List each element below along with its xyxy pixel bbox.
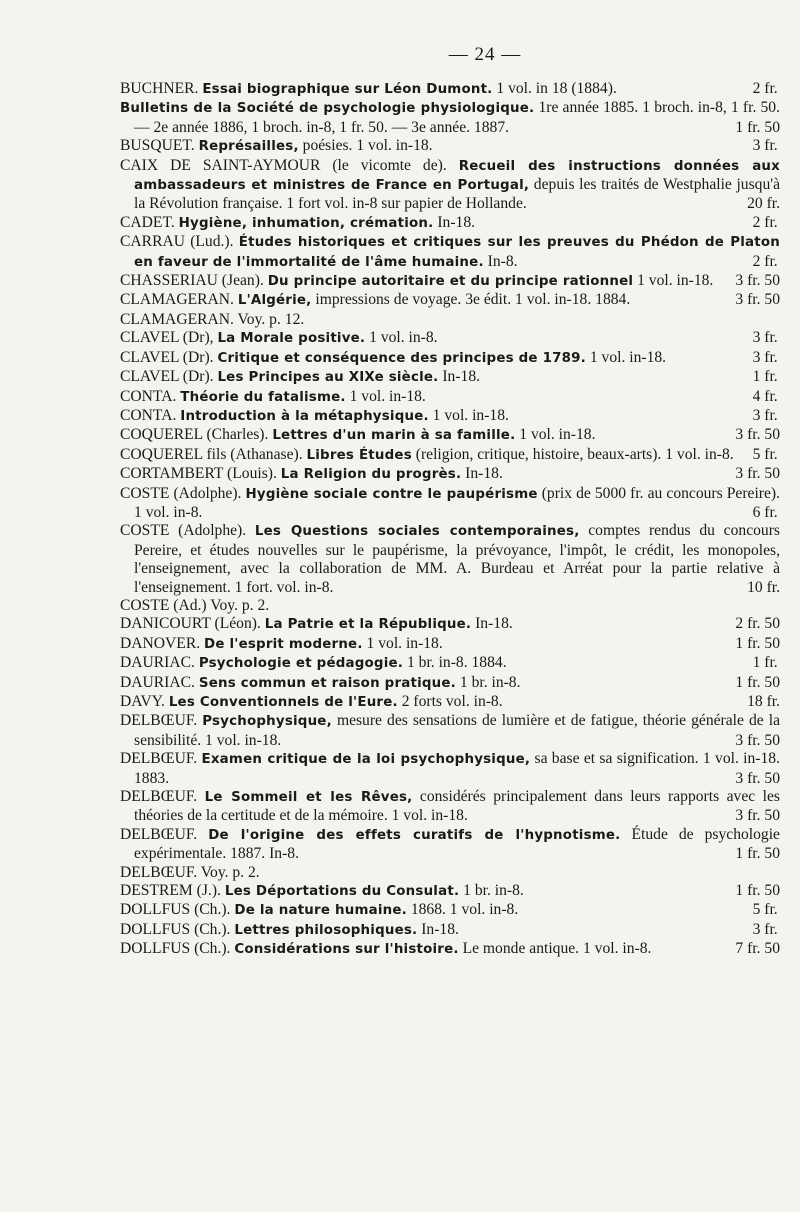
catalog-entry	[120, 446, 780, 465]
entry-details: Voy. p. 12.	[233, 310, 305, 328]
catalog-entry	[120, 882, 780, 901]
entry-title: Théorie du fatalisme.	[180, 389, 346, 405]
entry-price: 1 fr. 50	[735, 882, 780, 900]
entry-title: Examen critique de la loi psychophysique,	[201, 752, 531, 768]
entry-author: DOLLFUS (Ch.).	[120, 901, 231, 919]
entry-details: 1 vol. in-18.	[515, 426, 596, 444]
entry-price: 3 fr.	[752, 406, 778, 424]
entry-author: BUSQUET.	[120, 137, 195, 155]
entry-price: 5 fr.	[752, 445, 778, 463]
entry-title: Les Déportations du Consulat.	[224, 884, 460, 900]
entry-title: Essai biographique sur Léon Dumont.	[202, 82, 493, 97]
entry-details: 1 vol. in-18.	[585, 348, 667, 366]
entry-author: CADET.	[120, 213, 175, 231]
entry-title: Critique et conséquence des principes de 1789.	[217, 350, 586, 366]
catalog-entry	[120, 214, 780, 233]
entry-details: (religion, critique, histoire, beaux-arts). 1 vol. in-8.	[411, 445, 734, 463]
entry-details: Voy. p. 2.	[206, 596, 270, 614]
entry-details: 1 vol. in-18.	[633, 272, 714, 290]
entry-author: BUCHNER.	[120, 80, 199, 97]
entry-title: Hygiène, inhumation, crémation.	[178, 215, 434, 231]
entry-price: 3 fr.	[752, 348, 778, 366]
entry-title: Recueil des instructions données aux ambassadeurs et ministres de France en Portugal,	[134, 158, 780, 194]
entry-details: In-18.	[471, 615, 513, 633]
catalog-entry	[120, 311, 780, 329]
entry-details: sa base et sa signification. 1 vol. in-18. 1883.	[134, 750, 780, 787]
entry-price: 7 fr. 50	[735, 940, 780, 958]
entry-details: In-18.	[438, 368, 481, 386]
entry-details: 1 vol. in-18.	[345, 387, 426, 405]
entry-author: COQUEREL (Charles).	[120, 426, 269, 444]
catalog-entry	[120, 368, 780, 387]
entry-author: DELBŒUF.	[120, 750, 198, 768]
catalog-entry	[120, 137, 780, 156]
entry-price: 1 fr.	[752, 654, 778, 672]
entry-title: Psychophysique,	[202, 714, 332, 730]
entry-title: Libres Études	[306, 447, 412, 463]
entry-author: CONTA.	[120, 387, 177, 405]
entry-details: considérés principalement dans leurs rapports avec les théories de la certitude et de la mémoire. 1 vol. in-18.	[134, 788, 780, 825]
entry-details: 2 forts vol. in-8.	[397, 693, 503, 710]
catalog-entry	[120, 635, 780, 654]
entry-details: impressions de voyage. 3e édit. 1 vol. in-18. 1884.	[311, 291, 631, 309]
entry-author: DELBŒUF.	[120, 825, 198, 843]
entry-author: CAIX DE SAINT-AYMOUR (le vicomte de).	[120, 156, 447, 174]
catalog-entry	[120, 465, 780, 484]
entry-price: 4 fr.	[752, 387, 778, 405]
entry-price: 1 fr. 50	[735, 845, 780, 863]
entry-title: La Morale positive.	[217, 331, 366, 347]
page-number: — 24 —	[448, 44, 522, 65]
entry-price: 1 fr.	[752, 368, 778, 386]
entry-price: 1 fr. 50	[735, 673, 780, 691]
entry-price: 3 fr. 50	[735, 769, 780, 787]
entry-price: 3 fr.	[752, 920, 778, 938]
entry-details: 1 vol. in 18 (1884).	[492, 80, 617, 97]
catalog-entry	[120, 157, 780, 214]
entry-details: 1 vol. in-18.	[362, 634, 443, 652]
entry-author: DELBŒUF.	[120, 863, 198, 881]
entry-price: 2 fr.	[752, 80, 778, 97]
catalog-entries	[120, 80, 780, 960]
catalog-entry	[120, 349, 780, 368]
entry-price: 2 fr.	[752, 252, 778, 270]
entry-author: DELBŒUF.	[120, 788, 198, 806]
entry-details: comptes rendus du concours Pereire, et études nouvelles sur le paupérisme, la prévoyance, l'impôt, le crédit, les monopoles, l'enseignement, avec la collaboration de MM. A. Burdeau et Arréat pour la partie relative à l'enseignement. 1 fort. vol. in-8.	[134, 522, 780, 596]
entry-title: Lettres d'un marin à sa famille.	[272, 428, 516, 444]
entry-title: Études historiques et critiques sur les preuves du Phédon de Platon en faveur de l'immortalité de l'âme humaine.	[134, 235, 781, 270]
catalog-entry	[120, 901, 780, 920]
catalog-entry	[120, 99, 780, 137]
entry-price: 2 fr.	[752, 213, 778, 231]
catalog-entry	[120, 272, 780, 291]
entry-author: DESTREM (J.).	[120, 882, 221, 900]
entry-title: Les Questions sociales contemporaines,	[254, 524, 580, 540]
entry-details: 1868. 1 vol. in-8.	[406, 901, 519, 919]
catalog-entry	[120, 712, 780, 750]
entry-author: CLAMAGERAN.	[120, 291, 234, 309]
entry-price: 3 fr. 50	[735, 731, 780, 749]
entry-author: DANICOURT (Léon).	[120, 615, 261, 633]
entry-details: depuis les traités de Westphalie jusqu'à la Révolution française. 1 fort vol. in-8 sur papier de Hollande.	[134, 176, 780, 213]
entry-author: CONTA.	[120, 406, 177, 424]
catalog-entry	[120, 654, 780, 673]
entry-author: COSTE (Ad.)	[120, 596, 207, 614]
catalog-entry	[120, 426, 780, 445]
catalog-entry	[120, 921, 780, 940]
catalog-entry	[120, 674, 780, 693]
entry-author: DAURIAC.	[120, 673, 195, 691]
catalog-entry	[120, 329, 780, 348]
entry-author: DOLLFUS (Ch.).	[120, 940, 231, 958]
entry-title: Bulletins de la Société de psychologie physiologique.	[120, 101, 535, 117]
entry-author: DAVY.	[120, 693, 165, 710]
entry-author: COSTE (Adolphe).	[120, 484, 242, 502]
entry-title: L'Algérie,	[237, 293, 312, 309]
catalog-entry	[120, 693, 780, 712]
entry-author: CLAVEL (Dr),	[120, 329, 214, 347]
entry-details: 1 vol. in-18.	[428, 406, 509, 424]
entry-price: 3 fr. 50	[735, 291, 780, 309]
entry-title: Les Conventionnels de l'Eure.	[168, 695, 398, 710]
catalog-entry	[120, 864, 780, 882]
catalog-entry	[120, 522, 780, 597]
entry-details: poésies. 1 vol. in-18.	[298, 137, 433, 155]
entry-title: De l'esprit moderne.	[204, 636, 363, 652]
catalog-entry	[120, 788, 780, 826]
catalog-entry	[120, 291, 780, 310]
entry-author: CLAVEL (Dr).	[120, 348, 214, 366]
entry-author: DELBŒUF.	[120, 712, 198, 730]
entry-price: 3 fr.	[752, 137, 778, 155]
entry-author: CHASSERIAU (Jean).	[120, 272, 264, 290]
entry-price: 2 fr. 50	[735, 615, 780, 633]
catalog-entry	[120, 80, 780, 99]
entry-author: CLAMAGERAN.	[120, 310, 234, 328]
entry-details: mesure des sensations de lumière et de fatigue, théorie générale de la sensibilité. 1 vol. in-18.	[134, 712, 781, 749]
entry-details: Le monde antique. 1 vol. in-8.	[458, 940, 652, 958]
catalog-entry	[120, 407, 780, 426]
entry-title: De l'origine des effets curatifs de l'hypnotisme.	[208, 827, 621, 843]
entry-details: 1 br. in-8. 1884.	[403, 654, 507, 672]
entry-title: La Patrie et la République.	[264, 617, 472, 633]
entry-details: 1 vol. in-8.	[365, 329, 438, 347]
catalog-entry	[120, 940, 780, 959]
catalog-entry	[120, 597, 780, 615]
entry-author: CARRAU (Lud.).	[120, 233, 234, 251]
entry-price: 20 fr.	[747, 195, 780, 213]
catalog-entry	[120, 388, 780, 407]
entry-title: Les Principes au XIXe siècle.	[217, 370, 439, 386]
entry-price: 10 fr.	[747, 578, 780, 596]
entry-author: CORTAMBERT (Louis).	[120, 465, 277, 483]
entry-details: 1 br. in-8.	[455, 673, 521, 691]
entry-title: Sens commun et raison pratique.	[198, 675, 456, 691]
entry-author: DOLLFUS (Ch.).	[120, 920, 231, 938]
entry-details: In-18.	[461, 465, 503, 483]
entry-price: 1 fr. 50	[735, 634, 780, 652]
catalog-entry	[120, 233, 780, 272]
entry-title: Le Sommeil et les Rêves,	[204, 790, 413, 806]
entry-title: Lettres philosophiques.	[234, 922, 418, 938]
entry-title: De la nature humaine.	[234, 903, 407, 919]
entry-details: In-8.	[483, 252, 518, 270]
entry-price: 5 fr.	[752, 901, 778, 919]
entry-price: 3 fr. 50	[735, 465, 780, 483]
entry-price: 6 fr.	[752, 503, 778, 521]
entry-price: 3 fr. 50	[735, 807, 780, 825]
entry-author: DAURIAC.	[120, 654, 195, 672]
entry-details: (prix de 5000 fr. au concours Pereire). 1 vol. in-8.	[134, 484, 780, 521]
entry-title: La Religion du progrès.	[280, 467, 462, 483]
entry-author: COQUEREL fils (Athanase).	[120, 445, 303, 463]
catalog-entry	[120, 826, 780, 864]
entry-details: Voy. p. 2.	[197, 863, 260, 881]
entry-details: 1re année 1885. 1 broch. in-8, 1 fr. 50. — 2e année 1886, 1 broch. in-8, 1 fr. 50. — 3e année. 1887.	[134, 99, 780, 136]
entry-author: COSTE (Adolphe).	[120, 522, 247, 540]
entry-title: Introduction à la métaphysique.	[180, 408, 429, 424]
entry-price: 3 fr. 50	[735, 272, 780, 290]
entry-details: Étude de psychologie expérimentale. 1887. In-8.	[134, 825, 780, 863]
entry-title: Hygiène sociale contre le paupérisme	[245, 486, 538, 502]
catalog-entry	[120, 615, 780, 634]
catalog-entry	[120, 485, 780, 523]
entry-author: CLAVEL (Dr).	[120, 368, 214, 386]
entry-price: 3 fr. 50	[735, 426, 780, 444]
entry-price: 1 fr. 50	[735, 118, 780, 136]
catalog-entry	[120, 750, 780, 788]
entry-details: In-18.	[433, 213, 476, 231]
entry-author: DANOVER.	[120, 634, 201, 652]
entry-title: Psychologie et pédagogie.	[198, 656, 404, 672]
entry-title: Considérations sur l'histoire.	[234, 942, 459, 958]
entry-details: 1 br. in-8.	[459, 882, 524, 900]
entry-title: Représailles,	[198, 139, 299, 155]
entry-price: 18 fr.	[747, 693, 780, 710]
entry-details: In-18.	[417, 920, 459, 938]
entry-price: 3 fr.	[752, 329, 778, 347]
entry-title: Du principe autoritaire et du principe rationnel	[267, 274, 634, 290]
